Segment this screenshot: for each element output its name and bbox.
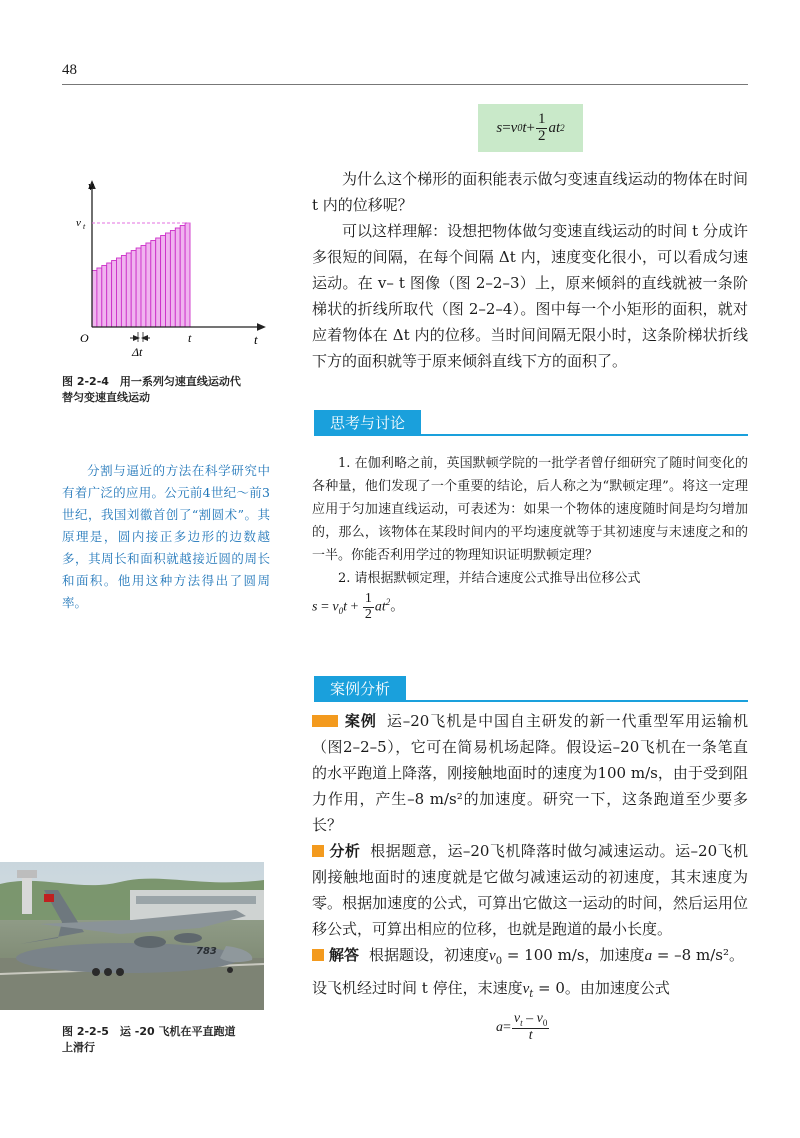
discussion-section-title: 思考与讨论 — [314, 410, 421, 436]
step-bar — [185, 223, 190, 327]
step-bar — [136, 248, 141, 327]
case-marker-icon — [312, 715, 338, 727]
tick-t-label: t — [188, 331, 192, 345]
step-bar — [97, 268, 102, 327]
figure-2-2-4-caption: 图 2-2-4 用一系列匀速直线运动代 替匀变速直线运动 — [62, 375, 241, 404]
case-section-title: 案例分析 — [314, 676, 406, 702]
figure-2-2-5-photo — [0, 862, 264, 1010]
solution-marker-icon — [312, 949, 324, 961]
step-bar — [112, 261, 117, 328]
margin-note: 分割与逼近的方法在科学研究中有着广泛的应用。公元前4世纪～前3世纪，我国刘徽首创了“割圆术”。其原理是，圆内接正多边形的边数越多，其周长和面积就越接近圆的周长和面积。他用这种方法得出了圆周率。 — [62, 463, 270, 610]
vt-label: v — [76, 217, 81, 229]
discussion-section-rule — [314, 434, 748, 436]
case-paragraph: 案例 运–20飞机是中国自主研发的新一代重型军用运输机（图2–2–5），它可在简易机场起降。假设运–20飞机在一条笔直的水平跑道上降落，刚接触地面时的速度为100 m/s，由于受到阻力作用，产生–8 m/s²的加速度。研究一下，这条跑道至少要多长？ — [312, 712, 748, 834]
page-number: 48 — [62, 62, 77, 78]
step-bar — [146, 243, 151, 327]
step-bar — [126, 253, 131, 327]
main-text — [312, 166, 748, 374]
step-bar — [107, 263, 112, 327]
step-bar — [121, 256, 126, 328]
step-bar — [141, 246, 146, 328]
figure-2-2-4-graph — [62, 172, 272, 367]
vt-sub: t — [83, 222, 86, 231]
step-bar — [117, 258, 122, 327]
step-bar — [131, 251, 136, 328]
step-bar — [170, 231, 175, 328]
displacement-formula: s = v 0 t + $\frac{1}{2}$ at 2 — [478, 104, 583, 152]
axis-t-label: t — [254, 332, 258, 347]
origin-label: O — [80, 331, 89, 345]
step-bar — [151, 241, 156, 328]
step-bar — [156, 238, 161, 327]
step-bar — [92, 271, 97, 328]
step-bar — [102, 266, 107, 328]
paragraph-question: 为什么这个梯形的面积能表示做匀变速直线运动的物体在时间 t 内的位移呢？ — [312, 170, 748, 214]
step-bar — [161, 236, 166, 328]
header-rule — [62, 84, 748, 85]
delta-t-label: Δt — [132, 345, 143, 359]
analysis-paragraph: 分析 根据题意，运–20飞机降落时做匀减速运动。运–20飞机刚接触地面时的速度就是它做匀减速运动的初速度，其末速度为零。根据加速度的公式，可算出它做这一运动的时间，然后运用位移公式，可算出相应的位移，也就是跑道的最小长度。 — [312, 842, 748, 938]
step-bar — [175, 228, 180, 327]
figure-2-2-5-caption: 图 2-2-5 运 -20 飞机在平直跑道 上滑行 — [62, 1025, 236, 1054]
axis-v-label: v — [88, 178, 94, 193]
discussion-items — [312, 452, 748, 622]
solution-paragraph: 解答 根据题设，初速度$v_0 = 100$ m/s，加速度a = –8 m/s²。 设飞机经过时间 t 停住，末速度$v_t = 0$。由加速度公式 — [312, 946, 744, 1000]
discussion-formula: $s = v_0t$ + $\frac{1}{2}$ $at^2$。 — [312, 591, 405, 622]
plane-number: 783 — [196, 946, 217, 957]
paragraph-explanation: 可以这样理解：设想把物体做匀变速直线运动的时间 t 分成许多很短的间隔，在每个间隔 Δt 内，速度变化很小，可以看成匀速运动。在 v– t 图像（图 2–2–3）上，原来倾斜的直线就被一条阶梯状的折线所取代（图 2–2–4）。图中每一个小矩形的面积，就对应着物体在 Δt 内的位移。当时间间隔无限小时，这条阶梯状折线下方的面积就等于原来倾斜直线下方的面积了。 — [312, 222, 748, 370]
acceleration-formula: a = $\frac{v_t - v_0}{t}$ — [496, 1011, 548, 1044]
discussion-item-1: 1. 在伽利略之前，英国默顿学院的一批学者曾仔细研究了随时间变化的各种量，他们发现了一个重要的结论，后人称之为“默顿定理”。将这一定理应用于匀加速直线运动，可表述为：如果一个物体的速度随时间是均匀增加的，那么，该物体在某段时间内的平均速度就等于其初速度与末速度之和的一半。你能否利用学过的物理知识证明默顿定理？ — [312, 456, 748, 563]
case-section-rule — [314, 700, 748, 702]
step-bar — [166, 233, 171, 327]
discussion-item-2: 2. 请根据默顿定理，并结合速度公式推导出位移公式 — [338, 571, 641, 586]
case-study — [312, 708, 748, 1008]
step-bar — [180, 226, 185, 328]
analysis-marker-icon — [312, 845, 324, 857]
